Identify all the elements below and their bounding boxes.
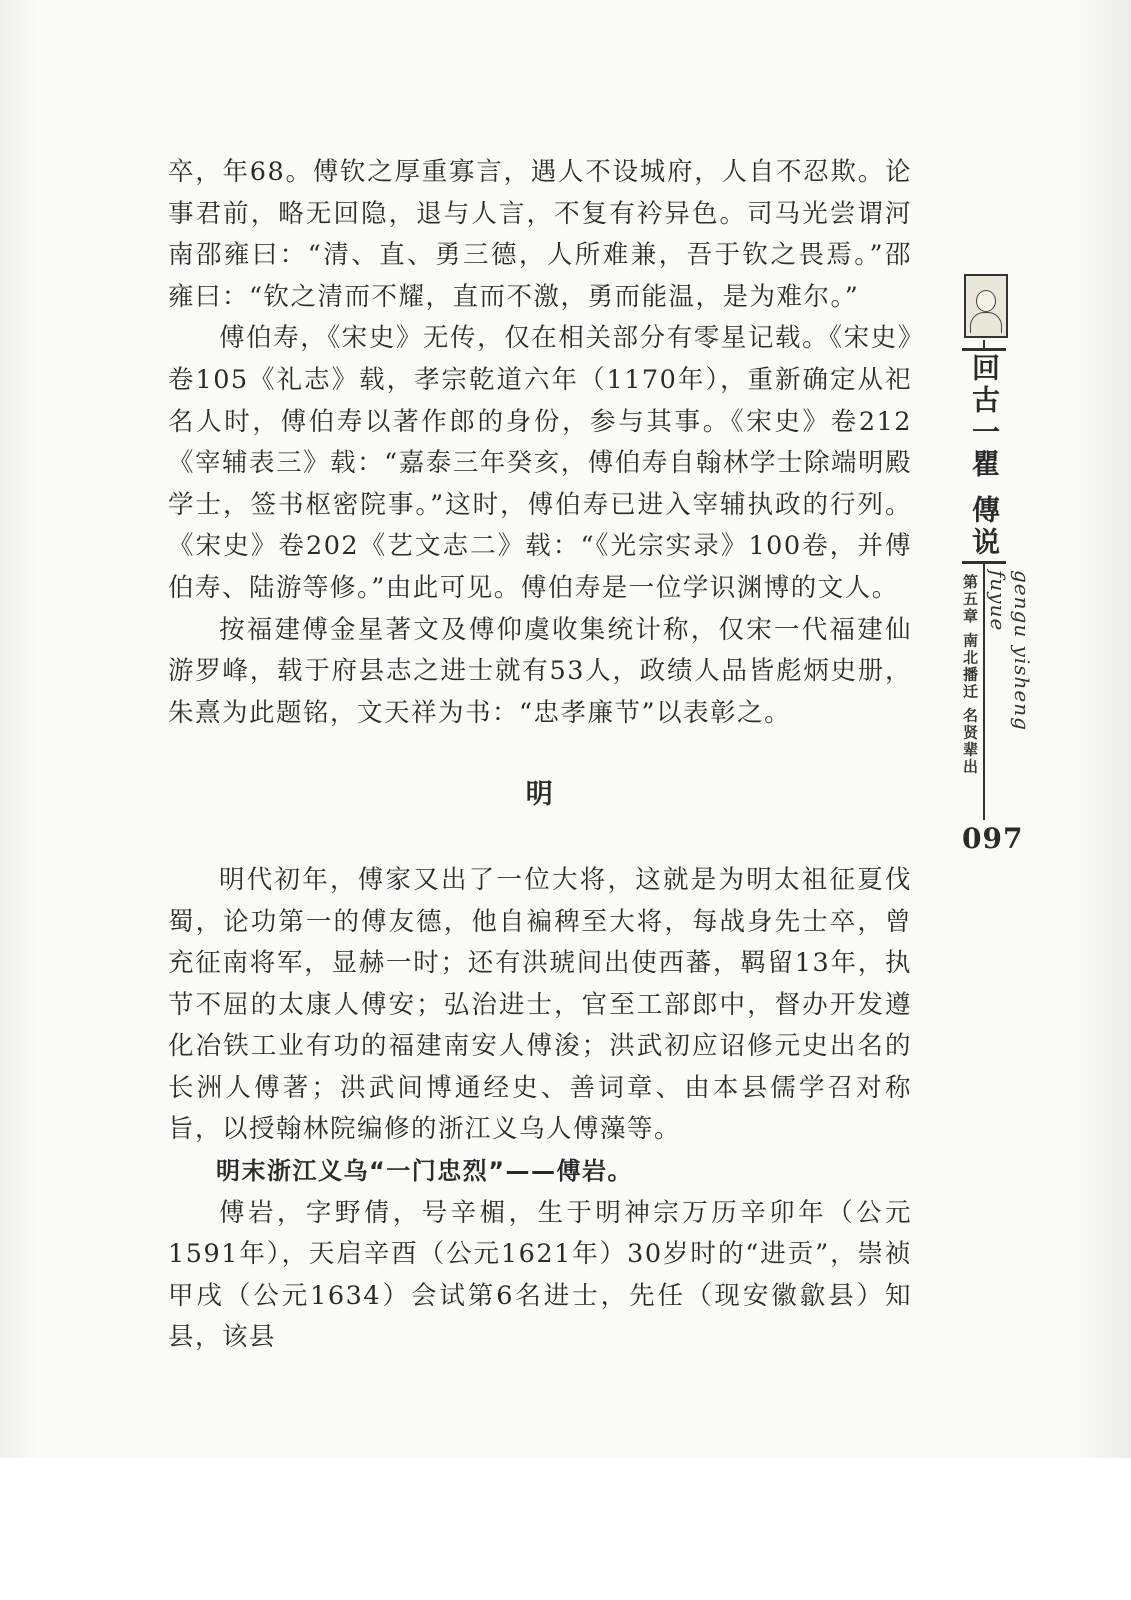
pinyin-title: gengu yisheng fuyue <box>986 570 1034 731</box>
scan-edge-right <box>1071 0 1131 1460</box>
portrait-head <box>976 290 996 312</box>
page-number: 097 <box>962 822 1024 855</box>
chapter-title: 第五章 南北播迁 名贤辈出 <box>961 574 979 776</box>
paragraph-5: 傅岩，字野倩，号辛楣，生于明神宗万历辛卯年（公元1591年），天启辛酉（公元1621年）30岁时的“进贡”，崇祯甲戌（公元1634）会试第6名进士，先任（现安徽歙县）知县，该县 <box>168 1197 912 1353</box>
paragraph-2: 傅伯寿，《宋史》无传，仅在相关部分有零星记载。《宋史》卷105《礼志》载，孝宗乾道六年（1170年），重新确定从祀名人时，傅伯寿以著作郎的身份，参与其事。《宋史》卷212《宰辅表三》载：“嘉泰三年癸亥，傅伯寿自翰林学士除端明殿学士，签书枢密院事。”这时，傅伯寿已进入宰辅执政的行列。《宋史》卷202《艺文志二》载：“《光宗实录》100卷，并傅伯寿、陆游等修。”由此可见。傅伯寿是一位学识渊博的文人。 <box>168 323 912 603</box>
section-heading: 明 <box>525 779 555 811</box>
scan-edge-left <box>0 0 40 1460</box>
portrait-body <box>970 312 1002 333</box>
portrait-icon <box>964 274 1008 338</box>
paragraph-3: 按福建傅金星著文及傅仰虞收集统计称，仅宋一代福建仙游罗峰，载于府县志之进士就有53人，政绩人品皆彪炳史册，朱熹为此题铭，文天祥为书：“忠孝廉节”以表彰之。 <box>168 614 912 728</box>
body-text <box>168 152 912 1359</box>
paragraph-4: 明代初年，傅家又出了一位大将，这就是为明太祖征夏伐蜀，论功第一的傅友德，他自褊稗至大将，每战身先士卒，曾充征南将军，显赫一时；还有洪琥间出使西蕃，羁留13年，执节不屈的太康人傅安；弘治进士，官至工部郎中，督办开发遵化冶铁工业有功的福建南安人傅浚；洪武初应诏修元史出名的长洲人傅著；洪武间博通经史、善词章、由本县儒学召对称旨，以授翰林院编修的浙江义乌人傅藻等。 <box>168 864 912 1145</box>
paragraph-1: 卒，年68。傅钦之厚重寡言，遇人不设城府，人自不忍欺。论事君前，略无回隐，退与人言，不复有衿异色。司马光尝谓河南邵雍曰：“清、直、勇三德，人所难兼，吾于钦之畏焉。”邵雍曰：“钦之清而不耀，直而不激，勇而能温，是为难尔。” <box>168 157 912 312</box>
series-title: 回古一瞿 傳说 <box>962 348 1006 564</box>
subheading: 明末浙江义乌“一门忠烈”——傅岩。 <box>216 1157 634 1186</box>
scan-bottom-margin <box>0 1458 1131 1600</box>
